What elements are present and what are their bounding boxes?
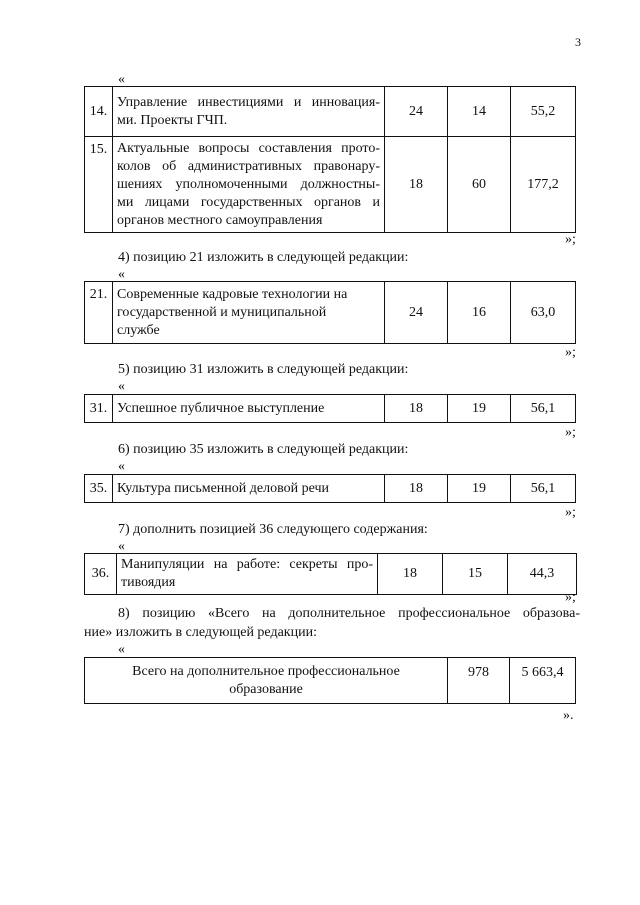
hours-cell: 24 (385, 87, 448, 137)
page-number: 3 (575, 35, 581, 49)
quote-open: « (118, 539, 125, 554)
course-name-line: ми лицами государственных органов и (117, 194, 380, 210)
course-name (113, 137, 385, 233)
table-position-35 (84, 474, 576, 503)
table-total (84, 657, 576, 704)
course-name (113, 282, 385, 344)
count-cell: 15 (443, 554, 508, 595)
row-number: 36. (85, 554, 117, 595)
row-number: 21. (85, 282, 113, 344)
table-row (85, 554, 577, 595)
course-name-line: Управление инвестициями и инновация- (117, 94, 380, 110)
table-row (85, 475, 576, 503)
course-name (113, 395, 385, 423)
instruction-paragraph-7: 7) дополнить позицией 36 следующего содержания: (118, 522, 428, 537)
count-cell: 19 (448, 395, 511, 423)
quote-open: « (118, 267, 125, 282)
table-row (85, 658, 576, 704)
row-number: 14. (85, 87, 113, 137)
count-cell: 19 (448, 475, 511, 503)
quote-close: »; (565, 425, 576, 440)
course-name-line: Успешное публичное выступление (117, 400, 325, 416)
quote-close: »; (565, 345, 576, 360)
table-row (85, 137, 576, 233)
amount-cell: 44,3 (508, 554, 577, 595)
amount-cell: 56,1 (511, 395, 576, 423)
amount-cell: 55,2 (511, 87, 576, 137)
quote-open: « (118, 379, 125, 394)
table-position-36 (84, 553, 577, 595)
total-name (85, 658, 448, 704)
row-number: 31. (85, 395, 113, 423)
course-name-line: Манипуляции на работе: секреты про- (121, 557, 373, 572)
quote-close: »; (565, 505, 576, 520)
course-name-line: Современные кадровые технологии на (117, 286, 348, 302)
quote-open: « (118, 72, 125, 87)
course-name-line: государственной и муниципальной (117, 304, 327, 320)
course-name-line: Актуальные вопросы составления прото- (117, 140, 380, 156)
course-name (113, 87, 385, 137)
course-name-line: тивоядия (121, 575, 176, 590)
table-row (85, 87, 576, 137)
instruction-paragraph-5: 5) позицию 31 изложить в следующей редакции: (118, 362, 409, 377)
instruction-paragraph-8-line-1: 8) позицию «Всего на дополнительное профессиональное образова- (118, 606, 580, 621)
quote-close: ». (563, 708, 574, 723)
course-name-line: Культура письменной деловой речи (117, 480, 330, 496)
hours-cell: 18 (385, 137, 448, 233)
total-name-line: Всего на дополнительное профессиональное (132, 663, 400, 679)
course-name-line: шениях уполномоченными должностны- (117, 176, 380, 192)
course-name (117, 554, 378, 595)
table-position-31 (84, 394, 576, 423)
count-cell: 14 (448, 87, 511, 137)
total-name-line: образование (229, 681, 303, 697)
instruction-paragraph-8-line-2: ние» изложить в следующей редакции: (84, 625, 317, 640)
table-position-21 (84, 281, 576, 344)
row-number: 35. (85, 475, 113, 503)
total-hours-cell: 978 (448, 658, 510, 704)
hours-cell: 18 (385, 395, 448, 423)
amount-cell: 177,2 (511, 137, 576, 233)
count-cell: 60 (448, 137, 511, 233)
table-positions-14-15 (84, 86, 576, 233)
amount-cell: 63,0 (511, 282, 576, 344)
course-name-line: органов местного самоуправления (117, 212, 323, 228)
quote-open: « (118, 459, 125, 474)
quote-close: »; (565, 232, 576, 247)
hours-cell: 18 (385, 475, 448, 503)
quote-open: « (118, 642, 125, 657)
instruction-paragraph-4: 4) позицию 21 изложить в следующей редакции: (118, 250, 409, 265)
count-cell: 16 (448, 282, 511, 344)
course-name-line: службе (117, 322, 160, 338)
course-name-line: колов об административных правонару- (117, 158, 380, 174)
hours-cell: 24 (385, 282, 448, 344)
course-name (113, 475, 385, 503)
total-amount-cell: 5 663,4 (510, 658, 576, 704)
hours-cell: 18 (378, 554, 443, 595)
amount-cell: 56,1 (511, 475, 576, 503)
course-name-line: ми. Проекты ГЧП. (117, 112, 228, 128)
row-number: 15. (85, 137, 113, 233)
table-row (85, 282, 576, 344)
table-row (85, 395, 576, 423)
instruction-paragraph-6: 6) позицию 35 изложить в следующей редакции: (118, 442, 409, 457)
quote-close: »; (565, 590, 576, 605)
